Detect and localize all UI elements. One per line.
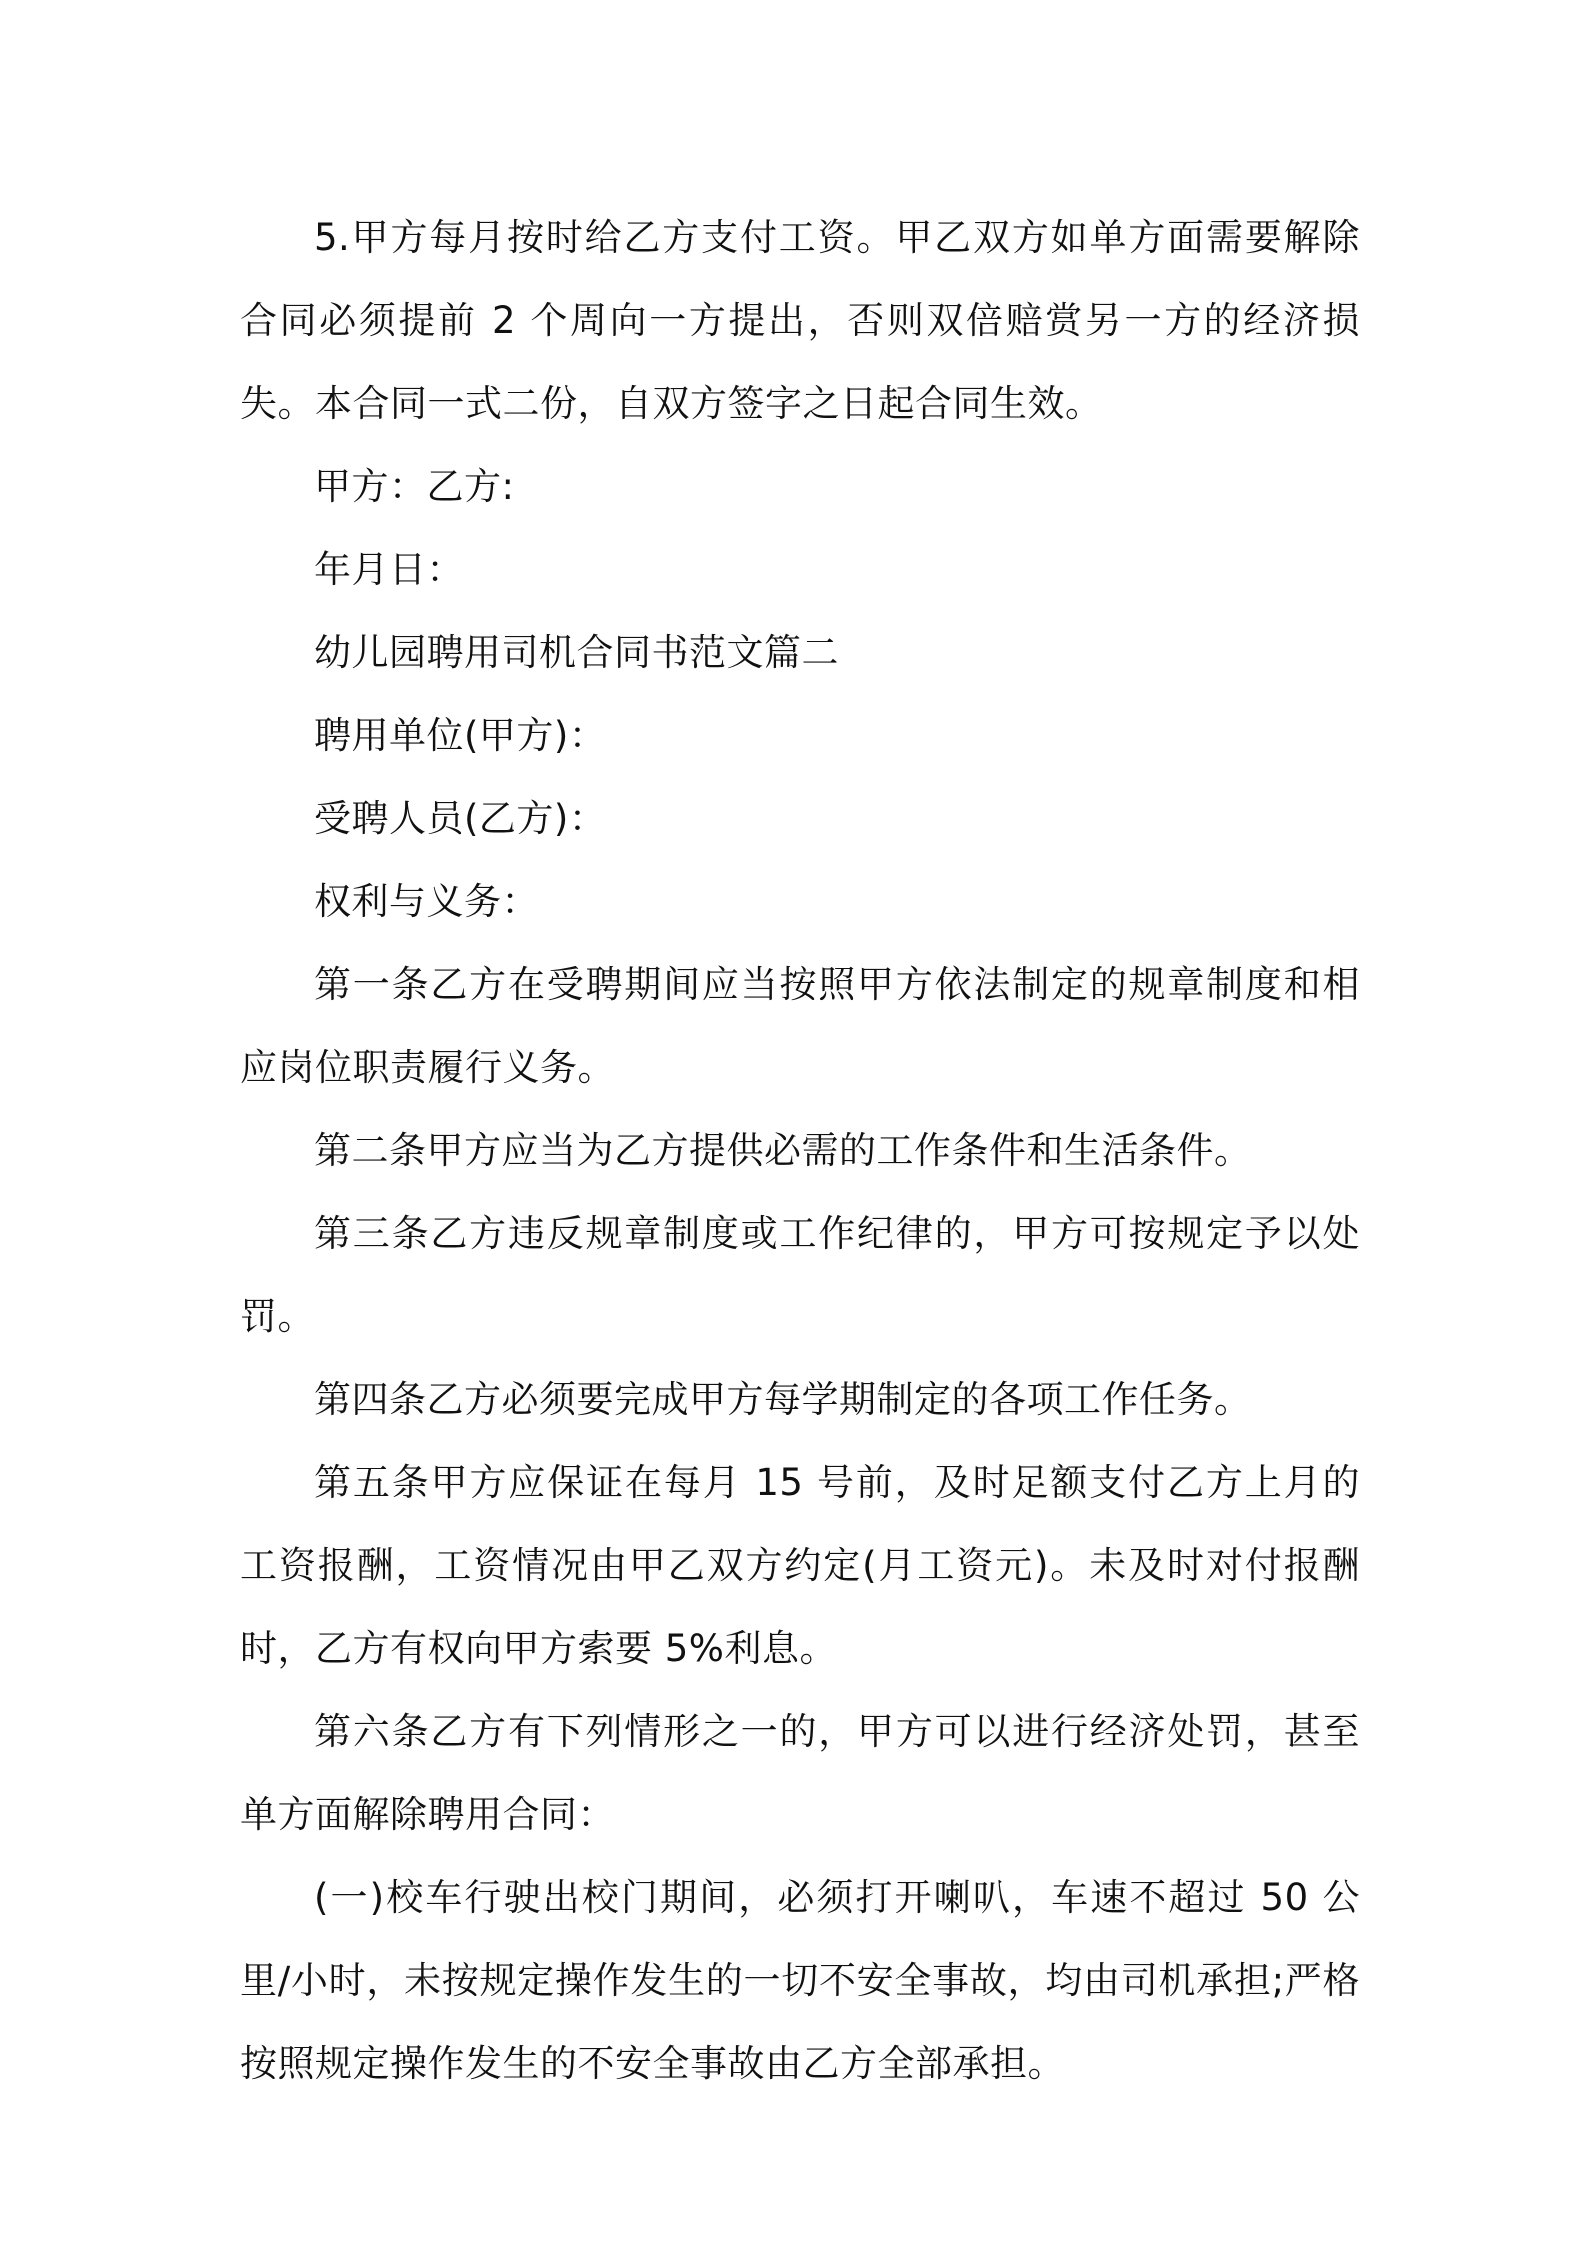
- paragraph-party-signatures: 甲方：乙方:: [314, 465, 515, 508]
- paragraph-article-3: 第三条乙方违反规章制度或工作纪律的，甲方可按规定予以处罚。: [240, 1212, 1360, 1338]
- paragraph-employee: 受聘人员(乙方)：: [314, 797, 607, 840]
- paragraph-article-6: 第六条乙方有下列情形之一的，甲方可以进行经济处罚，甚至单方面解除聘用合同：: [240, 1710, 1360, 1836]
- paragraph-clause-5: 5.甲方每月按时给乙方支付工资。甲乙双方如单方面需要解除合同必须提前 2 个周向一方提出，否则双倍赔赏另一方的经济损失。本合同一式二份，自双方签字之日起合同生效。: [240, 216, 1360, 425]
- paragraph-article-4: 第四条乙方必须要完成甲方每学期制定的各项工作任务。: [314, 1378, 1252, 1421]
- paragraph-date-line: 年月日：: [314, 548, 464, 591]
- paragraph-rights-heading: 权利与义务：: [314, 880, 539, 923]
- paragraph-article-6-item-1: (一)校车行驶出校门期间，必须打开喇叭，车速不超过 50 公里/小时，未按规定操作发生的一切不安全事故，均由司机承担;严格按照规定操作发生的不安全事故由乙方全部承担。: [240, 1876, 1360, 2085]
- paragraph-article-1: 第一条乙方在受聘期间应当按照甲方依法制定的规章制度和相应岗位职责履行义务。: [240, 963, 1360, 1089]
- paragraph-article-5: 第五条甲方应保证在每月 15 号前，及时足额支付乙方上月的工资报酬，工资情况由甲乙双方约定(月工资元)。未及时对付报酬时，乙方有权向甲方索要 5%利息。: [240, 1461, 1360, 1670]
- section-title: 幼儿园聘用司机合同书范文篇二: [314, 631, 839, 674]
- paragraph-employer: 聘用单位(甲方)：: [314, 714, 607, 757]
- document-body: [240, 196, 1360, 2105]
- paragraph-article-2: 第二条甲方应当为乙方提供必需的工作条件和生活条件。: [314, 1129, 1252, 1172]
